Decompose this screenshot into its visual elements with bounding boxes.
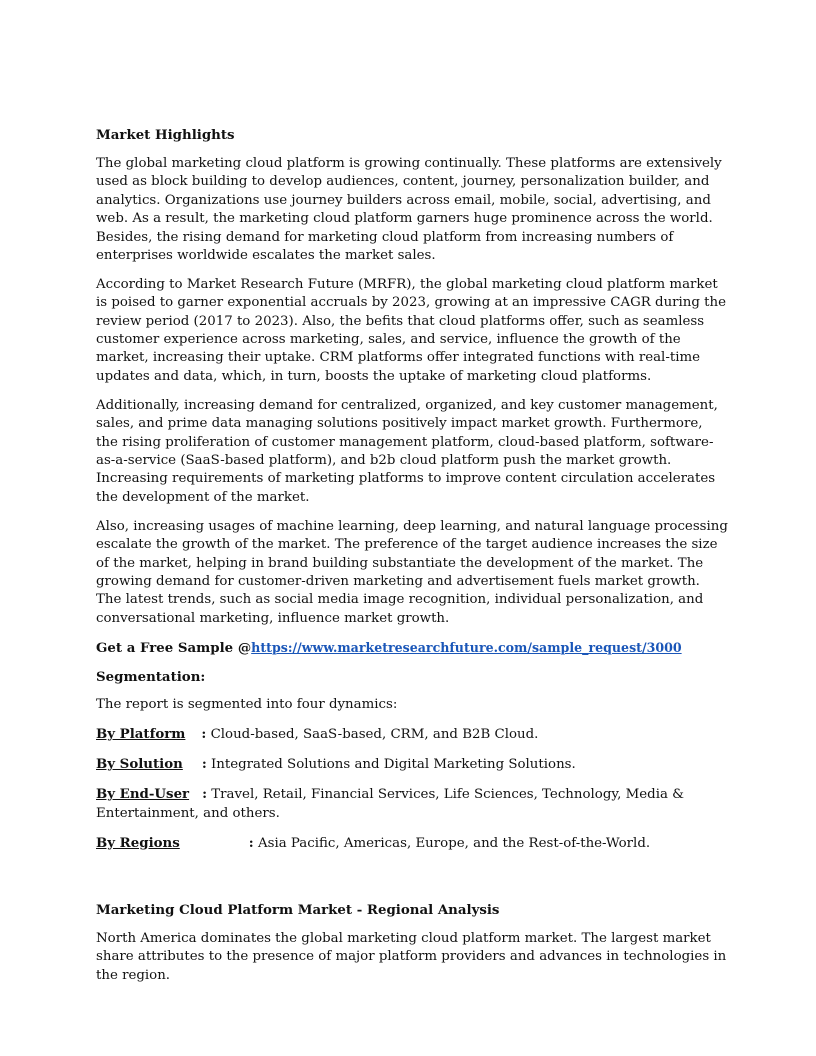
segment-separator: : [201, 726, 207, 743]
segment-value: Travel, Retail, Financial Services, Life Sciences, Technology, Media & Entertainment, and others. [96, 787, 685, 821]
document-body [96, 126, 728, 996]
segment-label: By Regions [96, 834, 180, 851]
highlights-paragraph-4: Also, increasing usages of machine learning, deep learning, and natural language processing escalate the growth of the market. The preference of the target audience increases the size of the market, helping in brand building substantiate the development of the market. The growing demand for customer-driven marketing and advertisement fuels market growth. The latest trends, such as social media image recognition, individual personalization, and conversational marketing, influence market growth. [96, 518, 728, 626]
sample-request-link[interactable]: https://www.marketresearchfuture.com/sample_request/3000 [251, 639, 682, 655]
segmentation-intro: The report is segmented into four dynamics: [96, 697, 398, 713]
segment-label: By Solution [96, 756, 183, 773]
segment-row-platform [96, 725, 728, 744]
highlights-paragraph-2: According to Market Research Future (MRFR), the global marketing cloud platform market is poised to garner exponential accruals by 2023, growing at an impressive CAGR during the review period (2017 to 2023). Also, the befits that cloud platforms offer, such as seamless customer experience across marketing, sales, and service, influence the growth of the market, increasing their uptake. CRM platforms offer integrated functions with real-time updates and data, which, in turn, boosts the uptake of marketing cloud platforms. [96, 276, 727, 384]
free-sample-line [96, 639, 728, 657]
segment-value: Asia Pacific, Americas, Europe, and the Rest-of-the-World. [257, 835, 651, 851]
highlights-paragraph-1: The global marketing cloud platform is growing continually. These platforms are extensively used as block building to develop audiences, content, journey, personalization builder, and analytics. Organizations use journey builders across email, mobile, social, advertising, and web. As a result, the marketing cloud platform garners huge prominence across the world. Besides, the rising demand for marketing cloud platform from increasing numbers of enterprises worldwide escalates the market sales. [96, 155, 722, 263]
segment-value: Cloud-based, SaaS-based, CRM, and B2B Cloud. [210, 727, 539, 743]
market-highlights-heading: Market Highlights [96, 127, 235, 143]
regional-analysis-heading: Marketing Cloud Platform Market - Regional Analysis [96, 901, 500, 918]
highlights-paragraph-3: Additionally, increasing demand for centralized, organized, and key customer management, sales, and prime data managing solutions positively impact market growth. Furthermore, the rising proliferation of customer management platform, cloud-based platform, software-as-a-service (SaaS-based platform), and b2b cloud platform push the market growth. Increasing requirements of marketing platforms to improve content circulation accelerates the development of the market. [96, 397, 718, 505]
regional-analysis-paragraph: North America dominates the global marketing cloud platform market. The largest market share attributes to the presence of major platform providers and advances in technologies in the region. [96, 930, 727, 983]
segment-separator: : [201, 756, 207, 773]
free-sample-label: Get a Free Sample @ [96, 639, 252, 656]
segment-row-regions [96, 834, 728, 853]
segment-row-solution [96, 755, 728, 774]
segment-value: Integrated Solutions and Digital Marketing Solutions. [211, 757, 576, 773]
segment-label: By End-User [96, 786, 190, 803]
segmentation-heading: Segmentation: [96, 668, 206, 685]
segment-row-end-user [96, 785, 728, 823]
segment-label: By Platform [96, 726, 186, 743]
segment-separator: : [248, 834, 254, 851]
segment-separator: : [202, 786, 208, 803]
